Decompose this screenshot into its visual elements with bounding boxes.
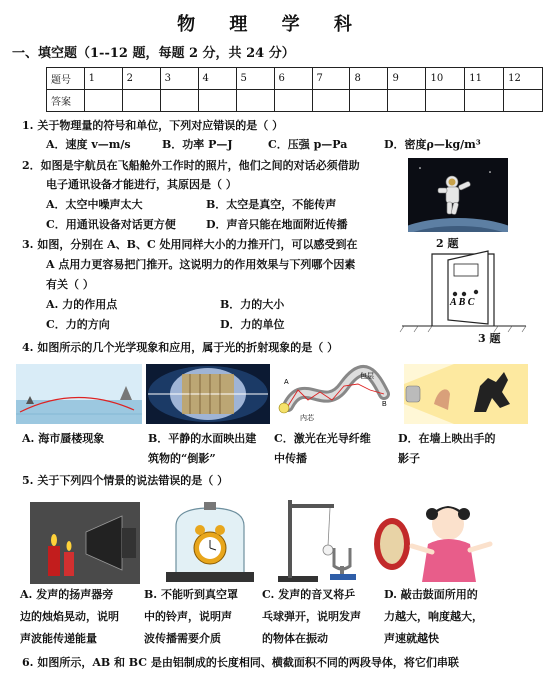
- table-cell: 4: [198, 68, 236, 90]
- q5-option-c-cont: 乓球弹开，说明发声: [262, 610, 361, 623]
- question-1-stem: 1. 关于物理量的符号和单位，下列对应错误的是（ ）: [22, 119, 284, 132]
- astronaut-photo: [408, 158, 508, 232]
- answer-cell[interactable]: [388, 90, 426, 112]
- table-cell: 1: [84, 68, 122, 90]
- q3-option-c: C．力的方向: [46, 318, 110, 331]
- answer-cell[interactable]: [312, 90, 350, 112]
- q5-option-c: C. 发声的音叉将乒: [262, 588, 356, 601]
- answer-cell[interactable]: [350, 90, 388, 112]
- q4-option-a: A. 海市蜃楼现象: [22, 432, 105, 445]
- mirage-image: [16, 364, 142, 424]
- speaker-candle-image: [30, 502, 140, 584]
- q5-option-d-cont: 声速就越快: [384, 632, 439, 645]
- table-cell: 9: [388, 68, 426, 90]
- q4-option-d-cont: 影子: [398, 452, 420, 465]
- table-cell: 10: [426, 68, 465, 90]
- answer-cell[interactable]: [465, 90, 504, 112]
- answer-table: [46, 67, 543, 112]
- q4-option-c-cont: 中传播: [274, 452, 307, 465]
- cladding-label: 包层: [360, 373, 374, 380]
- tuning-fork-image: [268, 496, 364, 584]
- q2-option-b: B．太空是真空，不能传声: [206, 198, 337, 211]
- table-cell: 3: [160, 68, 198, 90]
- q5-option-d: D. 敲击鼓面所用的: [384, 588, 478, 601]
- q1-option-a: A．速度 v—m/s: [46, 138, 131, 151]
- table-cell: 6: [274, 68, 312, 90]
- q5-option-c-cont: 的物体在振动: [262, 632, 328, 645]
- table-row: [47, 68, 543, 90]
- optical-fiber-diagram: [274, 364, 400, 424]
- bell-jar-image: [160, 500, 260, 586]
- question-2-stem: 2．如图是宇航员在飞船舱外工作时的照片，他们之间的对话必须借助: [22, 159, 360, 172]
- q4-option-c: C．激光在光导纤维: [274, 432, 371, 445]
- drum-girl-image: [372, 498, 502, 584]
- table-cell: 8: [350, 68, 388, 90]
- answer-cell[interactable]: [122, 90, 160, 112]
- answer-cell[interactable]: [160, 90, 198, 112]
- q4-option-b-cont: 筑物的“倒影”: [148, 452, 216, 465]
- q2-option-a: A．太空中噪声太大: [46, 198, 143, 211]
- q1-option-c: C．压强 p—Pa: [268, 138, 348, 151]
- answer-cell[interactable]: [198, 90, 236, 112]
- q3-option-b: B．力的大小: [220, 298, 285, 311]
- point-a-label: A: [284, 379, 289, 386]
- q4-option-d: D．在墙上映出手的: [398, 432, 496, 445]
- q5-option-b-cont: 中的铃声，说明声: [144, 610, 232, 623]
- figure-3-label: 3 题: [478, 332, 501, 345]
- answer-cell[interactable]: [84, 90, 122, 112]
- table-cell: 7: [312, 68, 350, 90]
- q5-option-a-cont: 声波能传递能量: [20, 632, 97, 645]
- table-cell: 5: [236, 68, 274, 90]
- q5-option-a-cont: 边的烛焰晃动，说明: [20, 610, 119, 623]
- question-5-stem: 5. 关于下列四个情景的说法错误的是（ ）: [22, 474, 229, 487]
- section-heading: 一、填空题（1--12 题，每题 2 分，共 24 分）: [12, 46, 295, 61]
- question-6-stem: 6. 如图所示，AB 和 BC 是由铝制成的长度相同、横截面积不同的两段导体，将它们串联: [22, 656, 459, 669]
- question-3-stem-cont: 有关（ ）: [46, 278, 94, 291]
- answer-cell[interactable]: [504, 90, 543, 112]
- table-header-cell: 答案: [47, 90, 85, 112]
- figure-2-label: 2 题: [436, 237, 459, 250]
- q5-option-b-cont: 波传播需要介质: [144, 632, 221, 645]
- answer-cell[interactable]: [274, 90, 312, 112]
- q3-option-d: D．力的单位: [220, 318, 285, 331]
- table-cell: 12: [504, 68, 543, 90]
- hand-shadow-image: [404, 364, 528, 424]
- question-2-stem-cont: 电子通讯设备才能进行，其原因是（ ）: [46, 178, 237, 191]
- door-diagram: [398, 248, 530, 334]
- answer-cell[interactable]: [426, 90, 465, 112]
- door-points-label: A B C: [450, 297, 475, 308]
- question-3-stem: 3. 如图，分别在 A、B、C 处用同样大小的力推开门，可以感受到在: [22, 238, 358, 251]
- table-cell: 2: [122, 68, 160, 90]
- q5-option-b: B. 不能听到真空罩: [144, 588, 238, 601]
- table-header-cell: 题号: [47, 68, 85, 90]
- question-4-stem: 4. 如图所示的几个光学现象和应用，属于光的折射现象的是（ ）: [22, 341, 339, 354]
- q4-option-b: B．平静的水面映出建: [148, 432, 257, 445]
- q5-option-d-cont: 力越大，响度越大，: [384, 610, 483, 623]
- q1-option-b: B．功率 P—J: [162, 138, 233, 151]
- reflection-image: [146, 364, 270, 424]
- point-b-label: B: [382, 401, 387, 408]
- q5-option-a: A. 发声的扬声器旁: [20, 588, 114, 601]
- page-title: 物 理 学 科: [177, 14, 366, 35]
- core-label: 内芯: [300, 415, 314, 422]
- q2-option-c: C．用通讯设备对话更方便: [46, 218, 176, 231]
- question-3-stem-cont: A 点用力更容易把门推开。这说明力的作用效果与下列哪个因素: [46, 258, 356, 271]
- answer-cell[interactable]: [236, 90, 274, 112]
- table-row: [47, 90, 543, 112]
- q3-option-a: A. 力的作用点: [46, 298, 118, 311]
- q2-option-d: D．声音只能在地面附近传播: [206, 218, 348, 231]
- q1-option-d: D．密度ρ—kg/m³: [384, 138, 481, 151]
- table-cell: 11: [465, 68, 504, 90]
